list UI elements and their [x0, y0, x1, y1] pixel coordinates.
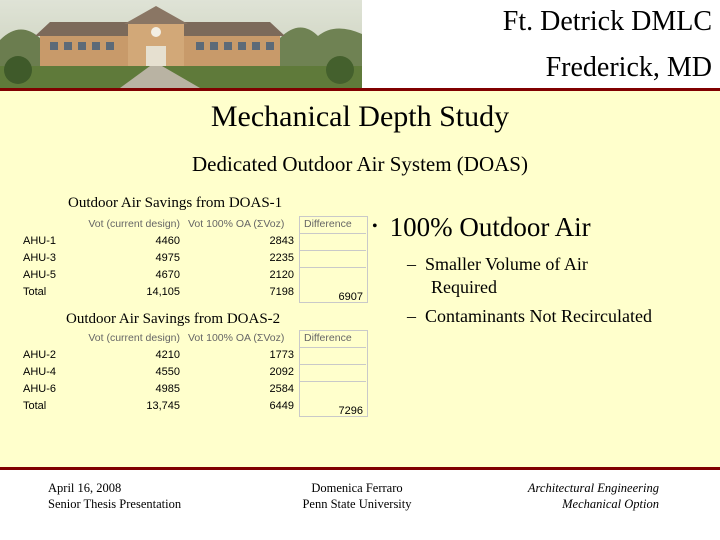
bullet-dot-icon: • — [372, 218, 378, 235]
table1-caption: Outdoor Air Savings from DOAS-1 — [68, 195, 283, 211]
footer-university: Penn State University — [302, 497, 412, 511]
header-bar — [0, 0, 720, 90]
footer-center — [262, 480, 452, 512]
sub-bullet-2: – Contaminants Not Recirculated — [407, 306, 652, 326]
slide-title: Mechanical Depth Study — [210, 100, 510, 133]
col-header-difference: Difference — [304, 332, 352, 344]
col-header-current: Vot (current design) — [88, 218, 180, 230]
difference-total: 7296 — [338, 405, 363, 417]
footer-date: April 16, 2008 — [48, 481, 122, 495]
sub-bullet-1: – Smaller Volume of Air — [407, 254, 588, 274]
sub-bullet-1-cont: Required — [431, 277, 497, 297]
slide-subtitle: Dedicated Outdoor Air System (DOAS) — [192, 152, 528, 176]
dash-icon: – — [407, 306, 416, 326]
footer-department: Architectural Engineering — [527, 481, 659, 495]
col-header-current: Vot (current design) — [88, 332, 180, 344]
header-title-line2: Frederick, MD — [545, 52, 712, 83]
difference-total: 6907 — [338, 291, 363, 303]
building-illustration — [0, 0, 362, 88]
footer-left — [48, 480, 181, 512]
footer-author: Domenica Ferraro — [311, 481, 403, 495]
building-photo — [0, 0, 362, 88]
footer-right — [528, 480, 659, 512]
bullet-main: • 100% Outdoor Air — [372, 212, 591, 242]
footer-option: Mechanical Option — [562, 497, 659, 511]
table2-caption: Outdoor Air Savings from DOAS-2 — [66, 311, 281, 327]
header-title-line1: Ft. Detrick DMLC — [502, 6, 712, 37]
footer-event: Senior Thesis Presentation — [48, 497, 182, 511]
col-header-difference: Difference — [304, 218, 352, 230]
col-header-100oa: Vot 100% OA (ΣVoz) — [188, 332, 285, 344]
dash-icon: – — [407, 254, 416, 274]
header-divider — [0, 88, 720, 91]
col-header-100oa: Vot 100% OA (ΣVoz) — [188, 218, 285, 230]
